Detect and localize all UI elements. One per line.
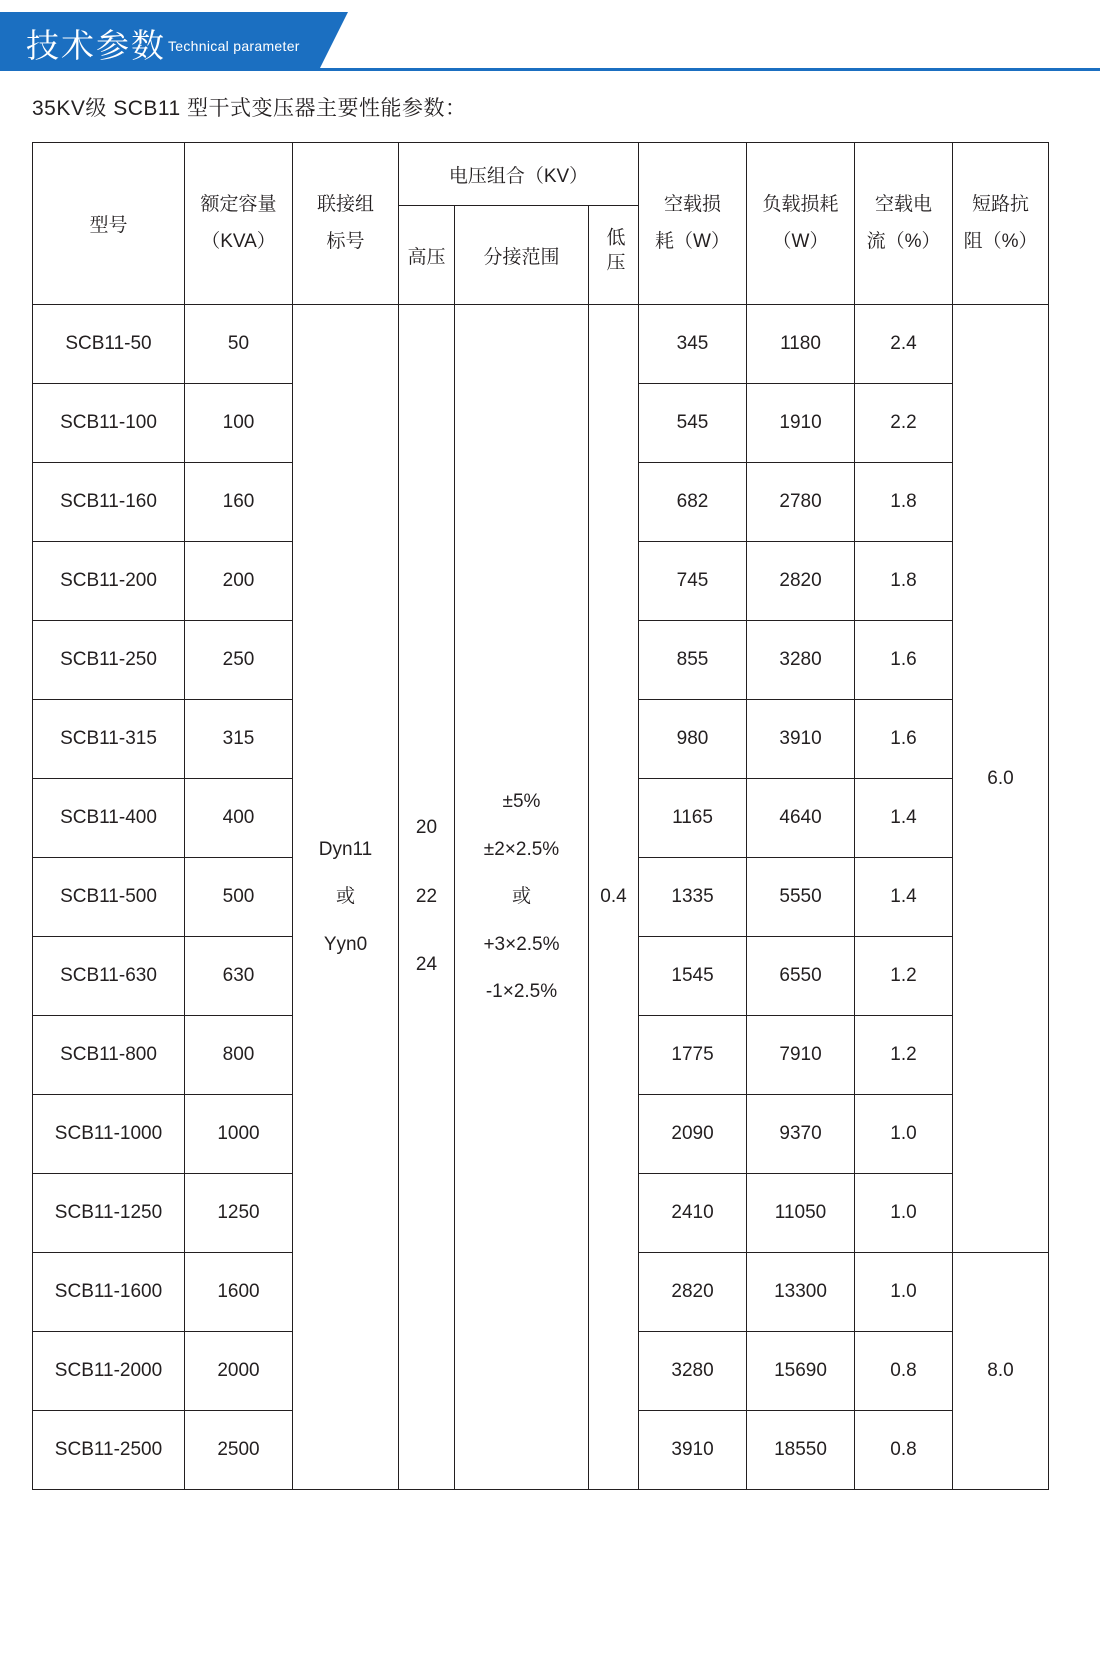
- cell-no-load-current: 0.8: [855, 1411, 953, 1490]
- cell-load-loss: 1910: [747, 384, 855, 463]
- cell-no-load-current: 0.8: [855, 1332, 953, 1411]
- col-header-hv: 高压: [399, 206, 455, 305]
- col-header-no-load-loss-line1: 空载损: [664, 194, 722, 216]
- cell-no-load-current: 1.6: [855, 621, 953, 700]
- cell-no-load-loss: 1545: [639, 937, 747, 1016]
- col-header-no-load-current: [855, 143, 953, 305]
- cell-no-load-loss: 3280: [639, 1332, 747, 1411]
- col-header-impedance: [953, 143, 1049, 305]
- cell-load-loss: 4640: [747, 779, 855, 858]
- cell-lv: 0.4: [589, 305, 639, 1490]
- col-header-model: 型号: [33, 143, 185, 305]
- cell-capacity: 50: [185, 305, 293, 384]
- hv-value-2: 22: [415, 885, 438, 907]
- cell-no-load-loss: 855: [639, 621, 747, 700]
- cell-no-load-loss: 545: [639, 384, 747, 463]
- cell-no-load-loss: 1775: [639, 1016, 747, 1095]
- cell-capacity: 1600: [185, 1253, 293, 1332]
- cell-capacity: 160: [185, 463, 293, 542]
- cell-no-load-current: 1.2: [855, 1016, 953, 1095]
- cell-model: SCB11-630: [33, 937, 185, 1016]
- cell-no-load-loss: 1165: [639, 779, 747, 858]
- col-header-rated-capacity-line2: （KVA）: [201, 230, 276, 252]
- cell-model: SCB11-160: [33, 463, 185, 542]
- cell-hv: [399, 305, 455, 1490]
- cell-model: SCB11-500: [33, 858, 185, 937]
- col-header-load-loss-line2: （W）: [772, 230, 829, 252]
- cell-capacity: 500: [185, 858, 293, 937]
- cell-impedance-top: 6.0: [953, 305, 1049, 1253]
- cell-load-loss: 5550: [747, 858, 855, 937]
- connection-group-option-2: Yyn0: [323, 933, 368, 955]
- cell-model: SCB11-50: [33, 305, 185, 384]
- cell-capacity: 1000: [185, 1095, 293, 1174]
- page-subtitle-en: Technical parameter: [168, 38, 300, 54]
- cell-no-load-loss: 2090: [639, 1095, 747, 1174]
- cell-no-load-current: 1.4: [855, 779, 953, 858]
- cell-load-loss: 9370: [747, 1095, 855, 1174]
- table-body: [33, 305, 1049, 1490]
- cell-model: SCB11-250: [33, 621, 185, 700]
- cell-model: SCB11-2500: [33, 1411, 185, 1490]
- col-header-connection-group: [293, 143, 399, 305]
- col-header-rated-capacity: [185, 143, 293, 305]
- cell-model: SCB11-200: [33, 542, 185, 621]
- cell-no-load-current: 1.0: [855, 1253, 953, 1332]
- cell-load-loss: 6550: [747, 937, 855, 1016]
- col-header-impedance-line2: 阻（%）: [963, 230, 1038, 252]
- table-row: [33, 305, 1049, 384]
- connection-group-option-1: Dyn11: [318, 838, 373, 860]
- col-header-no-load-loss-line2: 耗（W）: [655, 230, 730, 252]
- col-header-load-loss-line1: 负载损耗: [762, 194, 839, 216]
- cell-capacity: 315: [185, 700, 293, 779]
- col-header-load-loss: [747, 143, 855, 305]
- tap-range-line-4: +3×2.5%: [483, 933, 560, 955]
- cell-load-loss: 1180: [747, 305, 855, 384]
- cell-no-load-loss: 682: [639, 463, 747, 542]
- cell-tap-range: [455, 305, 589, 1490]
- cell-model: SCB11-800: [33, 1016, 185, 1095]
- connection-group-option-or: 或: [335, 886, 355, 908]
- cell-load-loss: 2820: [747, 542, 855, 621]
- spec-table-container: [32, 142, 1048, 1490]
- cell-no-load-current: 1.4: [855, 858, 953, 937]
- cell-capacity: 2500: [185, 1411, 293, 1490]
- cell-load-loss: 18550: [747, 1411, 855, 1490]
- col-header-voltage-combination: 电压组合（KV）: [399, 143, 639, 206]
- header-underline: [0, 68, 1100, 71]
- cell-model: SCB11-400: [33, 779, 185, 858]
- cell-no-load-current: 1.8: [855, 463, 953, 542]
- cell-capacity: 400: [185, 779, 293, 858]
- tap-range-line-5: -1×2.5%: [485, 981, 558, 1003]
- cell-load-loss: 15690: [747, 1332, 855, 1411]
- cell-no-load-loss: 980: [639, 700, 747, 779]
- tap-range-line-3: 或: [511, 886, 531, 908]
- table-header-row-1: [33, 143, 1049, 206]
- col-header-no-load-loss: [639, 143, 747, 305]
- table-head: [33, 143, 1049, 305]
- cell-load-loss: 3910: [747, 700, 855, 779]
- col-header-no-load-current-line1: 空载电: [875, 194, 933, 216]
- cell-no-load-current: 2.2: [855, 384, 953, 463]
- cell-load-loss: 3280: [747, 621, 855, 700]
- cell-no-load-current: 1.8: [855, 542, 953, 621]
- col-header-tap-range: 分接范围: [455, 206, 589, 305]
- cell-capacity: 2000: [185, 1332, 293, 1411]
- col-header-lv-text: 低压: [603, 227, 625, 277]
- cell-capacity: 1250: [185, 1174, 293, 1253]
- cell-model: SCB11-2000: [33, 1332, 185, 1411]
- cell-model: SCB11-315: [33, 700, 185, 779]
- cell-load-loss: 13300: [747, 1253, 855, 1332]
- col-header-connection-group-line2: 标号: [326, 230, 365, 252]
- cell-load-loss: 2780: [747, 463, 855, 542]
- hv-value-3: 24: [415, 954, 438, 976]
- cell-model: SCB11-1250: [33, 1174, 185, 1253]
- col-header-impedance-line1: 短路抗: [972, 194, 1030, 216]
- hv-value-1: 20: [415, 817, 438, 839]
- cell-no-load-current: 1.2: [855, 937, 953, 1016]
- section-subtitle: 35KV级 SCB11 型干式变压器主要性能参数：: [32, 97, 467, 120]
- cell-no-load-loss: 745: [639, 542, 747, 621]
- tap-range-line-1: ±5%: [502, 791, 541, 813]
- cell-connection-group: [293, 305, 399, 1490]
- cell-no-load-loss: 3910: [639, 1411, 747, 1490]
- col-header-connection-group-line1: 联接组: [316, 194, 374, 216]
- cell-no-load-current: 1.0: [855, 1095, 953, 1174]
- cell-load-loss: 7910: [747, 1016, 855, 1095]
- cell-capacity: 800: [185, 1016, 293, 1095]
- col-header-rated-capacity-line1: 额定容量: [200, 194, 277, 216]
- cell-model: SCB11-100: [33, 384, 185, 463]
- cell-capacity: 630: [185, 937, 293, 1016]
- cell-capacity: 200: [185, 542, 293, 621]
- col-header-no-load-current-line2: 流（%）: [866, 230, 941, 252]
- tap-range-line-2: ±2×2.5%: [483, 838, 560, 860]
- spec-table: [32, 142, 1049, 1490]
- page-title: 技术参数: [26, 27, 166, 64]
- cell-model: SCB11-1000: [33, 1095, 185, 1174]
- cell-no-load-loss: 2820: [639, 1253, 747, 1332]
- cell-capacity: 250: [185, 621, 293, 700]
- cell-capacity: 100: [185, 384, 293, 463]
- page-header: [0, 12, 1100, 74]
- cell-no-load-loss: 1335: [639, 858, 747, 937]
- cell-no-load-current: 2.4: [855, 305, 953, 384]
- cell-load-loss: 11050: [747, 1174, 855, 1253]
- cell-no-load-current: 1.6: [855, 700, 953, 779]
- cell-no-load-loss: 2410: [639, 1174, 747, 1253]
- cell-impedance-bottom: 8.0: [953, 1253, 1049, 1490]
- col-header-lv: [589, 206, 639, 305]
- cell-no-load-current: 1.0: [855, 1174, 953, 1253]
- cell-no-load-loss: 345: [639, 305, 747, 384]
- cell-model: SCB11-1600: [33, 1253, 185, 1332]
